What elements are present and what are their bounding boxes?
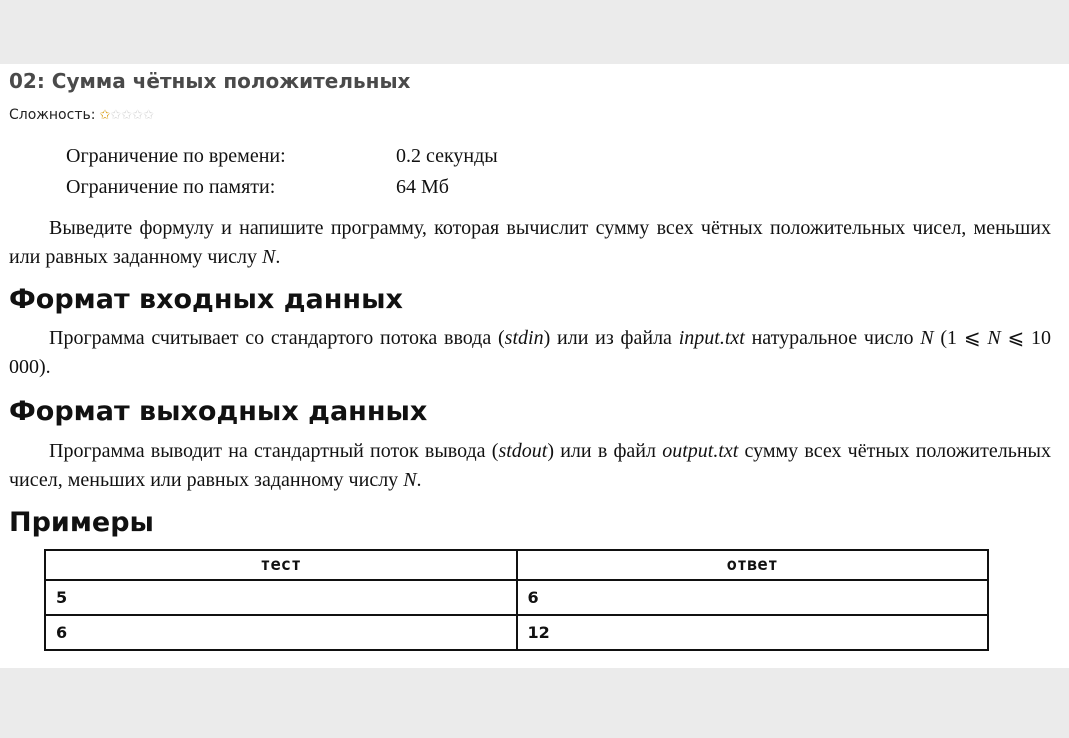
test-cell: 6 [45,615,517,650]
var-n: N [261,246,276,268]
star-icon: ✩ [121,107,133,123]
input-format-heading: Формат входных данных [9,284,403,315]
star-icon: ✩ [143,107,154,123]
answer-cell: 12 [517,615,989,650]
examples-table [44,549,989,651]
column-header-test: тест [45,550,517,580]
problem-title: 02: Сумма чётных положительных [9,69,411,93]
star-icon: ✩ [99,107,111,123]
star-icon: ✩ [132,107,144,123]
column-header-answer: ответ [517,550,989,580]
time-limit-label: Ограничение по времени: [66,145,286,167]
memory-limit-value: 64 Мб [396,176,449,198]
output-file-name: output.txt [662,440,739,462]
output-format-text: Программа выводит на стандартный поток вывода (stdout) или в файл output.txt сумму всех чётных положительных чисел, меньших или равных заданному числу N. [9,440,1051,491]
star-icon: ✩ [110,107,122,123]
memory-limit-label: Ограничение по памяти: [66,176,276,198]
problem-page [0,64,1069,668]
difficulty-row [9,107,154,123]
test-cell: 5 [45,580,517,615]
input-format-text: Программа считывает со стандартого потока ввода (stdin) или из файла input.txt натуральное число N (1 ⩽ N ⩽ 10 000). [9,327,1052,378]
table-row [45,580,988,615]
output-format-heading: Формат выходных данных [9,396,428,427]
time-limit-row [66,145,498,168]
examples-header-row [45,550,988,580]
difficulty-stars [99,109,154,122]
input-file-name: input.txt [678,327,745,349]
answer-cell: 6 [517,580,989,615]
examples-heading: Примеры [9,507,154,538]
table-row [45,615,988,650]
memory-limit-row [66,176,449,199]
difficulty-label: Сложность: [9,107,96,123]
problem-statement: Выведите формулу и напишите программу, которая вычислит сумму всех чётных положительных чисел, меньших или равных заданному числу N. [9,217,1051,268]
time-limit-value: 0.2 секунды [396,145,498,167]
